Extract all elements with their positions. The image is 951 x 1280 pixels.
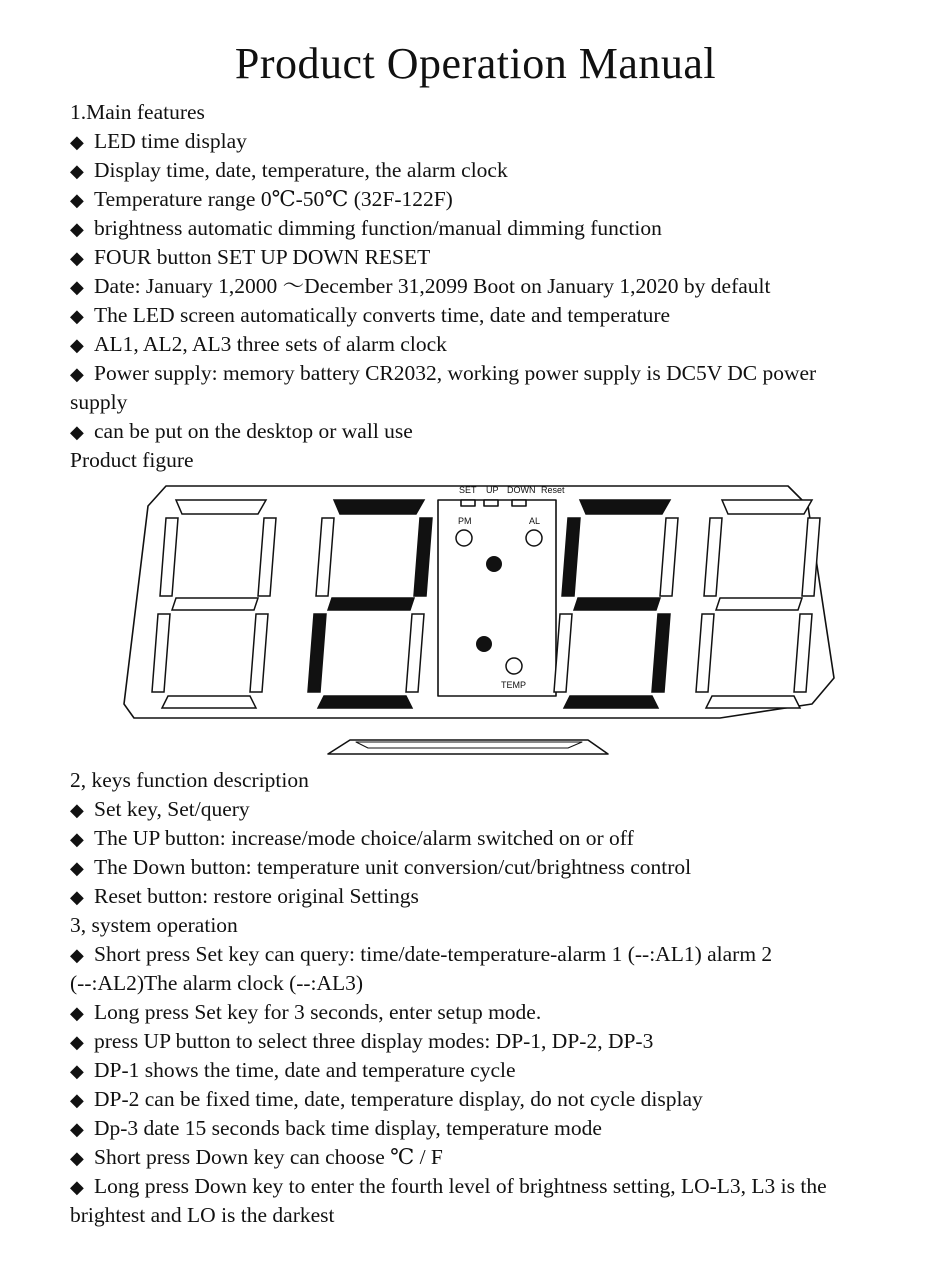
list-item-continuation: supply xyxy=(70,390,128,414)
list-item: ◆ FOUR button SET UP DOWN RESET xyxy=(70,243,430,273)
label-reset: Reset xyxy=(541,485,565,495)
bullet-icon: ◆ xyxy=(70,1119,84,1139)
list-item: ◆ The LED screen automatically converts time, date and temperature xyxy=(70,301,670,331)
bullet-icon: ◆ xyxy=(70,1032,84,1052)
list-item: ◆ DP-1 shows the time, date and temperature cycle xyxy=(70,1056,516,1086)
temp-indicator xyxy=(506,658,522,674)
list-item: ◆ Display time, date, temperature, the alarm clock xyxy=(70,156,508,186)
bullet-icon: ◆ xyxy=(70,829,84,849)
label-al: AL xyxy=(529,516,541,526)
list-item: ◆ The Down button: temperature unit conversion/cut/brightness control xyxy=(70,853,691,883)
figure-caption: Product figure xyxy=(70,448,194,472)
bullet-icon: ◆ xyxy=(70,800,84,820)
up-button[interactable] xyxy=(484,500,498,506)
label-pm: PM xyxy=(458,516,472,526)
pm-indicator xyxy=(456,530,472,546)
bullet-icon: ◆ xyxy=(70,1003,84,1023)
list-item: ◆ Long press Down key to enter the fourth level of brightness setting, LO-L3, L3 is the xyxy=(70,1172,827,1202)
bullet-icon: ◆ xyxy=(70,364,84,384)
down-button[interactable] xyxy=(512,500,526,506)
bullet-icon: ◆ xyxy=(70,190,84,210)
list-item: ◆ press UP button to select three display modes: DP-1, DP-2, DP-3 xyxy=(70,1027,653,1057)
section2-heading: 2, keys function description xyxy=(70,768,309,792)
section1-heading: 1.Main features xyxy=(70,100,205,124)
list-item: ◆ The UP button: increase/mode choice/alarm switched on or off xyxy=(70,824,634,854)
bullet-icon: ◆ xyxy=(70,306,84,326)
section3-heading: 3, system operation xyxy=(70,913,238,937)
bullet-icon: ◆ xyxy=(70,1177,84,1197)
bullet-icon: ◆ xyxy=(70,945,84,965)
list-item-continuation: (--:AL2)The alarm clock (--:AL3) xyxy=(70,971,364,995)
product-figure xyxy=(118,478,836,768)
list-item: ◆ Power supply: memory battery CR2032, working power supply is DC5V DC power xyxy=(70,359,816,389)
list-item: ◆ AL1, AL2, AL3 three sets of alarm clock xyxy=(70,330,447,360)
colon-dot-top xyxy=(486,556,502,572)
list-item: ◆ can be put on the desktop or wall use xyxy=(70,417,413,447)
list-item: ◆ Short press Set key can query: time/date-temperature-alarm 1 (--:AL1) alarm 2 xyxy=(70,940,772,970)
bullet-icon: ◆ xyxy=(70,1090,84,1110)
list-item: ◆ Reset button: restore original Settings xyxy=(70,882,419,912)
page-title: Product Operation Manual xyxy=(234,39,717,88)
set-button[interactable] xyxy=(461,500,475,506)
colon-dot-bottom xyxy=(476,636,492,652)
al-indicator xyxy=(526,530,542,546)
bullet-icon: ◆ xyxy=(70,422,84,442)
list-item-continuation: brightest and LO is the darkest xyxy=(70,1203,335,1227)
label-down: DOWN xyxy=(507,485,536,495)
list-item: ◆ Dp-3 date 15 seconds back time display, temperature mode xyxy=(70,1114,602,1144)
label-set: SET xyxy=(459,485,477,495)
bullet-icon: ◆ xyxy=(70,335,84,355)
list-item: ◆ Short press Down key can choose ℃ / F xyxy=(70,1143,443,1173)
bullet-icon: ◆ xyxy=(70,248,84,268)
label-up: UP xyxy=(486,485,499,495)
bullet-icon: ◆ xyxy=(70,219,84,239)
list-item: ◆ DP-2 can be fixed time, date, temperature display, do not cycle display xyxy=(70,1085,703,1115)
list-item: ◆ brightness automatic dimming function/manual dimming function xyxy=(70,214,662,244)
bullet-icon: ◆ xyxy=(70,277,84,297)
list-item: ◆ Date: January 1,2000 ～December 31,2099 Boot on January 1,2020 by default xyxy=(70,272,771,302)
list-item: ◆ Temperature range 0℃-50℃ (32F-122F) xyxy=(70,185,453,215)
bullet-icon: ◆ xyxy=(70,858,84,878)
bullet-icon: ◆ xyxy=(70,1148,84,1168)
bullet-icon: ◆ xyxy=(70,132,84,152)
list-item: ◆ LED time display xyxy=(70,127,247,157)
list-item: ◆ Long press Set key for 3 seconds, enter setup mode. xyxy=(70,998,541,1028)
bullet-icon: ◆ xyxy=(70,1061,84,1081)
label-temp: TEMP xyxy=(501,680,527,690)
list-item: ◆ Set key, Set/query xyxy=(70,795,250,825)
center-panel xyxy=(438,500,556,696)
bullet-icon: ◆ xyxy=(70,161,84,181)
bullet-icon: ◆ xyxy=(70,887,84,907)
